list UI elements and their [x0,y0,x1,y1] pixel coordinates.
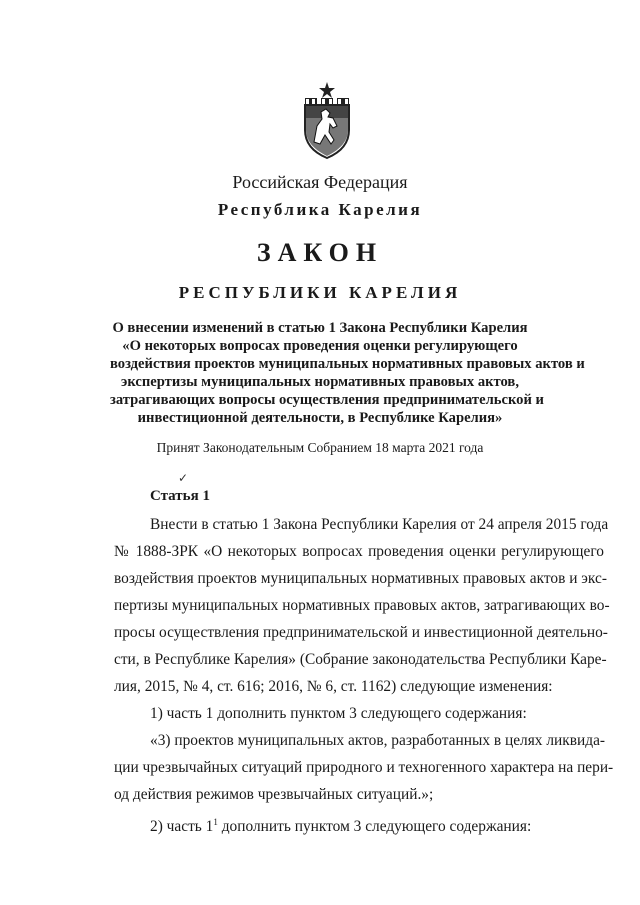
issuer-title: РЕСПУБЛИКИ КАРЕЛИЯ [178,283,462,302]
list-item [150,812,604,837]
body-line: просы осуществления предпринимательской и инвестиционной деятельно- [114,624,608,641]
article-heading: Статья 1 [150,488,210,504]
karelia-coat-of-arms-icon [297,82,357,160]
subject-line: затрагивающих вопросы осуществления предпринимательской и [110,392,544,408]
superscript: 1 [213,817,218,827]
body-line: лия, 2015, № 4, ст. 616; 2016, № 6, ст. 1162) следующие изменения: [114,678,553,695]
item2-part: дополнить пунктом 3 следующего содержания: [217,818,532,835]
body-line: сти, в Республике Карелия» (Собрание законодательства Республики Каре- [114,651,607,668]
subject-line: инвестиционной деятельности, в Республике Карелия» [137,410,503,426]
country-name: Российская Федерация [232,172,408,192]
subject-line: «О некоторых вопросах проведения оценки регулирующего [122,338,518,354]
document-type-title: ЗАКОН [256,238,384,267]
body-line: воздействия проектов муниципальных нормативных правовых актов и экс- [114,570,607,587]
adoption-note: Принят Законодательным Собранием 18 марта 2021 года [156,440,484,455]
law-subject-title [110,319,585,427]
body-line: Внести в статью 1 Закона Республики Карелия от 24 апреля 2015 года [150,516,609,533]
republic-name: Республика Карелия [217,200,423,219]
body-line: пертизы муниципальных нормативных правовых актов, затрагивающих во- [114,597,610,614]
subject-line: воздействия проектов муниципальных нормативных правовых актов и [110,356,585,372]
subject-line: экспертизы муниципальных нормативных правовых актов, [121,374,519,390]
list-item: 1) часть 1 дополнить пунктом 3 следующего содержания: [150,705,527,722]
body-line: № 1888-ЗРК «О некоторых вопросах проведения оценки регулирующего [114,543,604,560]
subject-line: О внесении изменений в статью 1 Закона Республики Карелия [112,320,528,336]
quote-line: ции чрезвычайных ситуаций природного и техногенного характера на пери- [114,759,614,776]
quote-line: од действия режимов чрезвычайных ситуаций.»; [114,786,434,803]
item2-part: 2) часть 1 [150,818,214,835]
quote-line: «3) проектов муниципальных актов, разработанных в целях ликвида- [150,732,606,749]
margin-check-mark: ✓ [178,471,189,485]
